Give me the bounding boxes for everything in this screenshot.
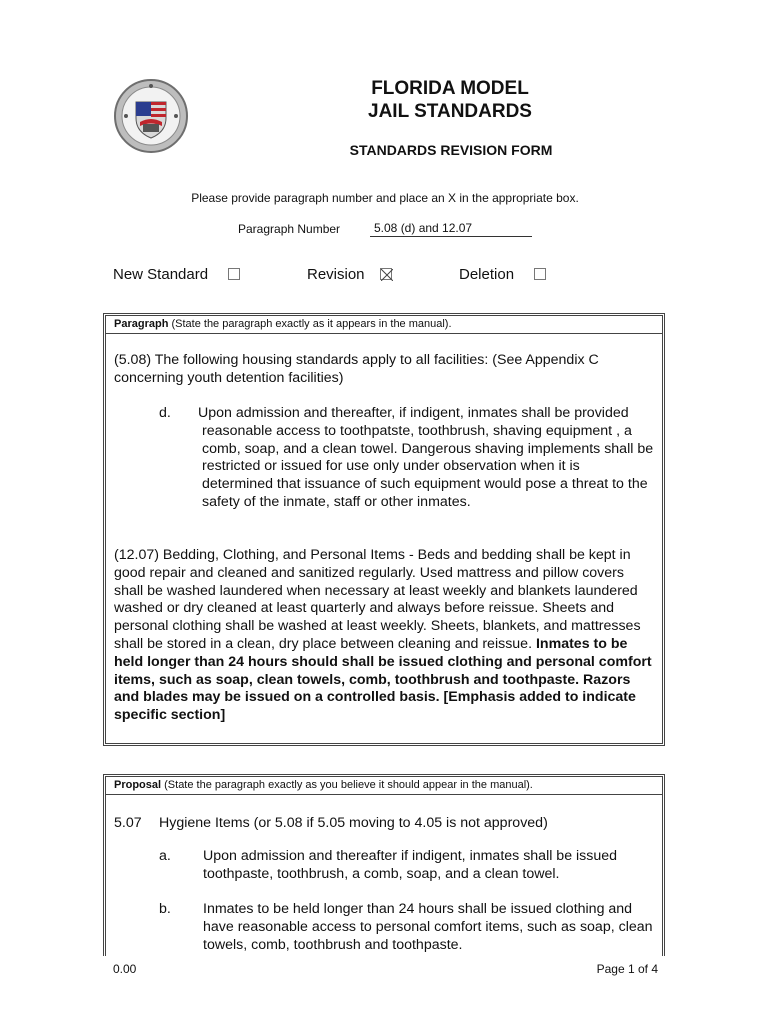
footer-page-number: Page 1 of 4 (596, 962, 658, 976)
paragraph-number-label: Paragraph Number (238, 222, 341, 236)
page-title-line1: FLORIDA MODEL (371, 78, 529, 99)
revision-label: Revision (307, 266, 365, 283)
paragraph-number-field[interactable]: 5.08 (d) and 12.07 (370, 221, 532, 237)
section-12-07-text (114, 547, 654, 725)
section-12-07-regular: (12.07) Bedding, Clothing, and Personal Items - Beds and bedding shall be kept in good repair and cleaned and sanitized regularly. Used mattress and pillow covers shall be washed laundered when necessary at least weekly and blankets laundered washed or dry cleaned at least quarterly and always before reissue. Sheets and personal clothing shall be washed at least weekly. Sheets, blankets, and mattresses shall be stored in a clean, dry place between cleaning and reissue. (114, 547, 641, 652)
proposal-box-heading (106, 777, 662, 795)
paragraph-box-heading (106, 316, 662, 334)
item-b-text: Inmates to be held longer than 24 hours shall be issued clothing and have reasonable access to personal comfort items, such as soap, clean towels, comb, toothbrush and toothpaste. (203, 901, 653, 953)
instructions-text: Please provide paragraph number and place an X in the appropriate box. (191, 191, 579, 205)
proposal-section-number: 5.07 (114, 815, 142, 831)
paragraph-intro: (5.08) The following housing standards apply to all facilities: (See Appendix C concerning youth detention facilities) (114, 352, 599, 386)
form-subtitle: STANDARDS REVISION FORM (349, 142, 553, 158)
paragraph-heading-note: (State the paragraph exactly as it appears in the manual). (168, 318, 452, 330)
deletion-label: Deletion (459, 266, 515, 283)
proposal-box (103, 774, 665, 956)
section-12-07-emphasis: Inmates to be held longer than 24 hours should shall be issued clothing and personal comfort items, such as soap, clean towels, comb, toothbrush and toothpaste. Razors and blades may be issued on a controlled basis. [Emphasis added to indicate specific section] (114, 635, 652, 724)
item-d-text: Upon admission and thereafter, if indigent, inmates shall be provided reasonable access to toothpatste, toothbrush, shaving equipment , a comb, soap, and a clean towel. Dangerous shaving implements shall be restricted or issued for use only under observation when it is determined that issuance of such equipment would pose a threat to the safety of the inmate, staff or other inmates. (198, 405, 654, 510)
florida-jail-seal-logo (112, 78, 190, 154)
new-standard-checkbox[interactable] (228, 268, 240, 280)
checkmark-x-icon (381, 269, 393, 281)
proposal-heading-note: (State the paragraph exactly as you believe it should appear in the manual). (161, 779, 533, 791)
revision-checkbox[interactable] (380, 268, 392, 280)
item-d-label: d. (159, 405, 171, 421)
deletion-checkbox[interactable] (534, 268, 546, 280)
page-title-line2: JAIL STANDARDS (368, 101, 532, 122)
paragraph-box (103, 313, 665, 746)
item-a-text: Upon admission and thereafter if indigent, inmates shall be issued toothpaste, toothbrush, a comb, soap, and a clean towel. (203, 848, 618, 882)
paragraph-heading-bold: Paragraph (114, 318, 169, 330)
new-standard-label: New Standard (113, 266, 209, 283)
item-b-label: b. (159, 901, 171, 917)
proposal-heading-bold: Proposal (114, 779, 162, 791)
footer-revision-number: 0.00 (113, 962, 137, 976)
proposal-section-title: Hygiene Items (or 5.08 if 5.05 moving to 4.05 is not approved) (159, 815, 548, 831)
item-a-label: a. (159, 848, 171, 864)
